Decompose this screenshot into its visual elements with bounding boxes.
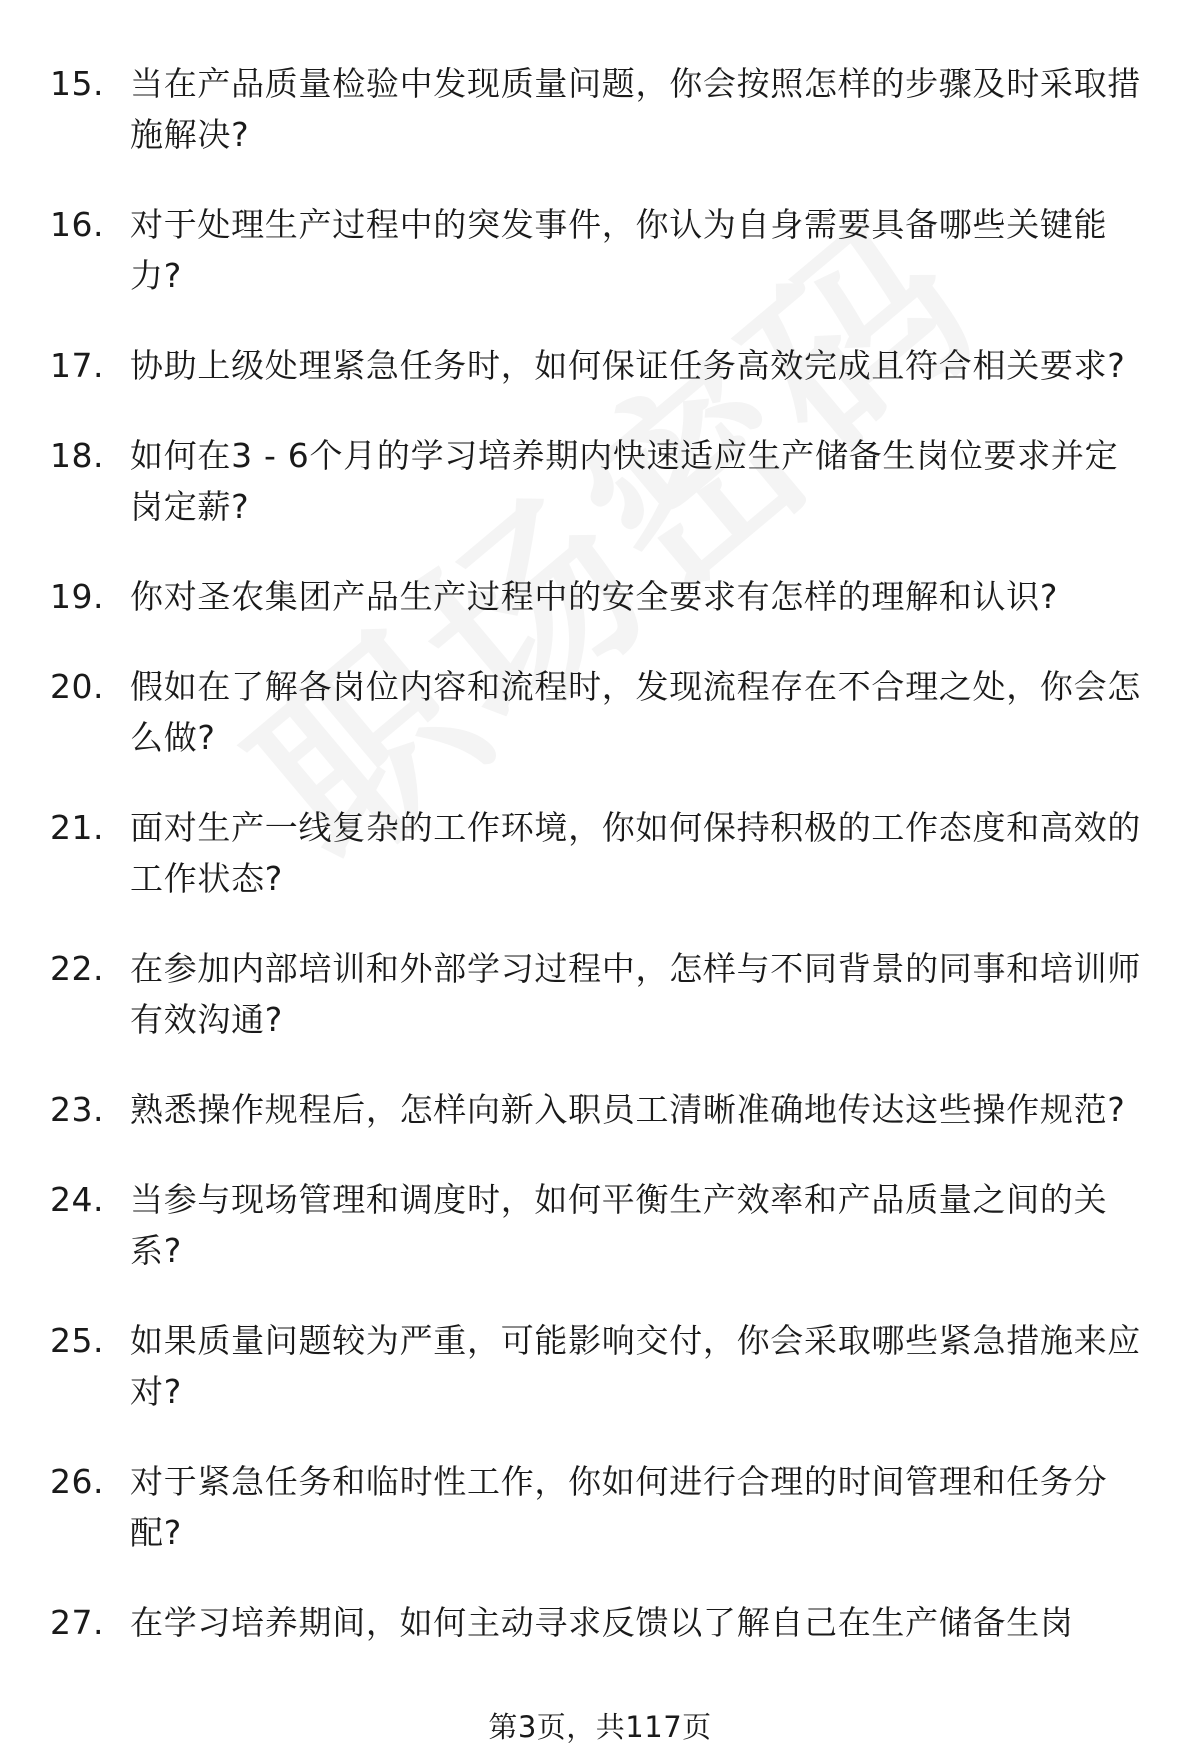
question-number: 16. bbox=[50, 205, 104, 244]
question-text: 协助上级处理紧急任务时，如何保证任务高效完成且符合相关要求? bbox=[130, 346, 1126, 385]
question-text: 当参与现场管理和调度时，如何平衡生产效率和产品质量之间的关系? bbox=[130, 1180, 1108, 1270]
question-item bbox=[50, 943, 1150, 1045]
question-item bbox=[50, 1597, 1150, 1648]
question-text: 假如在了解各岗位内容和流程时，发现流程存在不合理之处，你会怎么做? bbox=[130, 667, 1141, 757]
question-item bbox=[50, 661, 1150, 763]
question-number: 18. bbox=[50, 436, 104, 475]
question-item bbox=[50, 802, 1150, 904]
question-item bbox=[50, 1456, 1150, 1558]
page-number-footer: 第3页，共117页 bbox=[488, 1710, 712, 1744]
question-text: 对于处理生产过程中的突发事件，你认为自身需要具备哪些关键能力? bbox=[130, 205, 1108, 295]
question-number: 21. bbox=[50, 808, 104, 847]
question-item bbox=[50, 1174, 1150, 1276]
question-text: 熟悉操作规程后，怎样向新入职员工清晰准确地传达这些操作规范? bbox=[130, 1090, 1126, 1129]
question-number: 25. bbox=[50, 1321, 104, 1360]
question-number: 22. bbox=[50, 949, 104, 988]
question-list bbox=[50, 58, 1150, 1687]
question-number: 15. bbox=[50, 64, 104, 103]
question-number: 19. bbox=[50, 577, 104, 616]
question-number: 20. bbox=[50, 667, 104, 706]
question-text: 如果质量问题较为严重，可能影响交付，你会采取哪些紧急措施来应对? bbox=[130, 1321, 1141, 1411]
question-item bbox=[50, 571, 1150, 622]
question-item bbox=[50, 1084, 1150, 1135]
question-number: 17. bbox=[50, 346, 104, 385]
question-text: 当在产品质量检验中发现质量问题，你会按照怎样的步骤及时采取措施解决? bbox=[130, 64, 1141, 154]
question-number: 27. bbox=[50, 1603, 104, 1642]
question-text: 面对生产一线复杂的工作环境，你如何保持积极的工作态度和高效的工作状态? bbox=[130, 808, 1141, 898]
question-item bbox=[50, 199, 1150, 301]
question-item bbox=[50, 58, 1150, 160]
question-number: 24. bbox=[50, 1180, 104, 1219]
question-text: 如何在3 - 6个月的学习培养期内快速适应生产储备生岗位要求并定岗定薪? bbox=[130, 436, 1119, 526]
question-item bbox=[50, 340, 1150, 391]
question-text: 你对圣农集团产品生产过程中的安全要求有怎样的理解和认识? bbox=[130, 577, 1059, 616]
question-text: 在学习培养期间，如何主动寻求反馈以了解自己在生产储备生岗 bbox=[130, 1603, 1074, 1642]
question-item bbox=[50, 1315, 1150, 1417]
question-text: 对于紧急任务和临时性工作，你如何进行合理的时间管理和任务分配? bbox=[130, 1462, 1108, 1552]
question-number: 23. bbox=[50, 1090, 104, 1129]
question-item bbox=[50, 430, 1150, 532]
question-number: 26. bbox=[50, 1462, 104, 1501]
question-text: 在参加内部培训和外部学习过程中，怎样与不同背景的同事和培训师有效沟通? bbox=[130, 949, 1141, 1039]
